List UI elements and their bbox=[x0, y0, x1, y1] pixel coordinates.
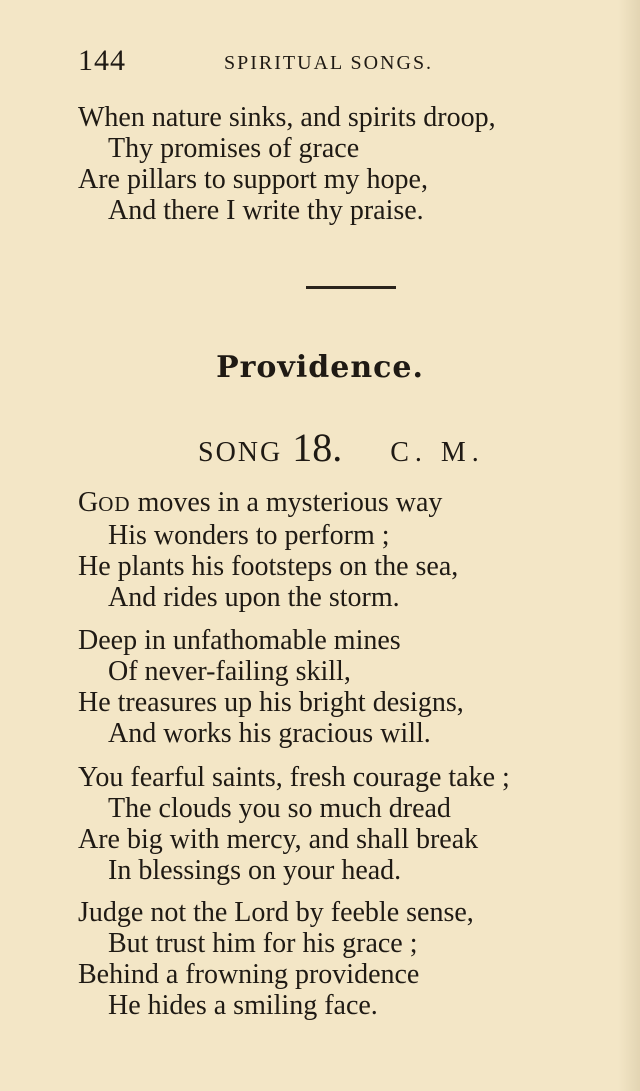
verse-line: And works his gracious will. bbox=[108, 718, 431, 749]
verse-line: He plants his footsteps on the sea, bbox=[78, 551, 459, 582]
running-head: SPIRITUAL SONGS. bbox=[224, 52, 434, 74]
verse-line: He hides a smiling face. bbox=[108, 990, 378, 1021]
section-title: Providence. bbox=[216, 350, 424, 385]
verse-line: Are big with mercy, and shall break bbox=[78, 824, 479, 855]
verse-line: But trust him for his grace ; bbox=[108, 928, 418, 959]
verse-line: Judge not the Lord by feeble sense, bbox=[78, 897, 474, 928]
verse-line: His wonders to perform ; bbox=[108, 520, 390, 551]
page-header bbox=[78, 44, 500, 80]
verse-line: Thy promises of grace bbox=[108, 133, 360, 164]
verse-line: And rides upon the storm. bbox=[108, 582, 400, 613]
small-caps-rest: OD bbox=[98, 492, 131, 516]
song-meter: C. M. bbox=[390, 437, 485, 468]
stanza-2 bbox=[78, 625, 598, 749]
verse-line: Behind a frowning providence bbox=[78, 959, 420, 990]
verse-line-text: moves in a mysterious way bbox=[130, 487, 443, 518]
verse-line: Are pillars to support my hope, bbox=[78, 164, 428, 195]
top-stanza bbox=[78, 102, 598, 226]
verse-line: You fearful saints, fresh courage take ; bbox=[78, 762, 510, 793]
small-caps-initial: G bbox=[78, 487, 99, 518]
stanza-4 bbox=[78, 897, 598, 1021]
section-divider bbox=[306, 286, 396, 289]
verse-line: When nature sinks, and spirits droop, bbox=[78, 102, 496, 133]
verse-line: And there I write thy praise. bbox=[108, 195, 424, 226]
verse-line: Deep in unfathomable mines bbox=[78, 625, 401, 656]
verse-line bbox=[78, 487, 598, 520]
verse-line: In blessings on your head. bbox=[108, 855, 402, 886]
song-heading bbox=[198, 424, 485, 471]
song-label: SONG bbox=[198, 437, 283, 468]
verse-line: He treasures up his bright designs, bbox=[78, 687, 464, 718]
song-number: 18. bbox=[292, 425, 343, 470]
verse-line: Of never-failing skill, bbox=[108, 656, 351, 687]
stanza-1 bbox=[78, 487, 598, 613]
page-edge-shadow bbox=[618, 0, 640, 1091]
verse-line: The clouds you so much dread bbox=[108, 793, 451, 824]
stanza-3 bbox=[78, 762, 598, 886]
page-number: 144 bbox=[78, 44, 126, 77]
